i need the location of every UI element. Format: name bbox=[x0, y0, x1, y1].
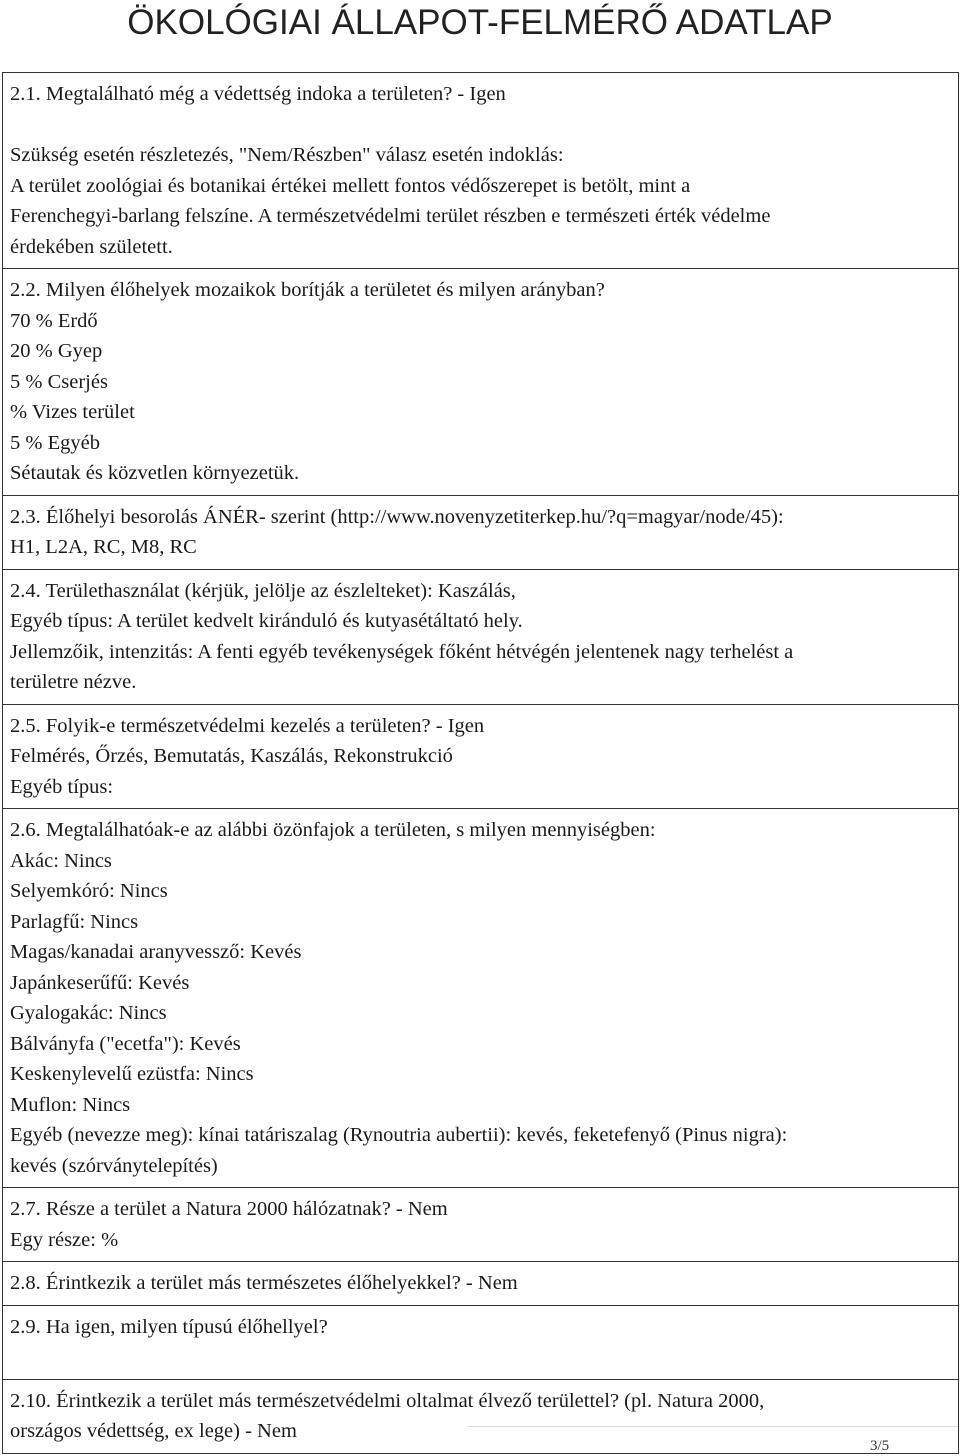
section-2-8 bbox=[3, 1262, 958, 1306]
answer-text: Egyéb típus: bbox=[10, 775, 114, 798]
answer-text: Japánkeserűfű: Kevés bbox=[10, 971, 190, 994]
question-text: 2.6. Megtalálhatóak-e az alábbi özönfajok a területen, s milyen mennyiségben: bbox=[10, 819, 656, 841]
answer-text: H1, L2A, RC, M8, RC bbox=[10, 536, 197, 558]
survey-form bbox=[2, 72, 959, 1454]
section-2-4 bbox=[3, 570, 958, 705]
question-text: 2.5. Folyik-e természetvédelmi kezelés a területen? - Igen bbox=[10, 714, 485, 737]
blank-line bbox=[10, 110, 952, 141]
answer-text: Felmérés, Őrzés, Bemutatás, Kaszálás, Rekonstrukció bbox=[10, 745, 453, 767]
answer-text: 5 % Egyéb bbox=[10, 431, 100, 454]
question-text: 2.3. Élőhelyi besorolás ÁNÉR- szerint (http://www.novenyzetiterkep.hu/?q=magyar/node/45): bbox=[10, 505, 784, 528]
section-2-7 bbox=[3, 1188, 958, 1262]
question-text: 2.7. Része a terület a Natura 2000 hálózatnak? - Nem bbox=[10, 1198, 448, 1220]
question-text: 2.10. Érintkezik a terület más természetvédelmi oltalmat élvező területtel? (pl. Natura 2000, bbox=[10, 1389, 765, 1412]
page-number: 3/5 bbox=[870, 1438, 890, 1454]
answer-text: 70 % Erdő bbox=[10, 309, 98, 332]
answer-text: Egyéb típus: A terület kedvelt kiránduló és kutyasétáltató hely. bbox=[10, 610, 523, 632]
answer-text: Egyéb (nevezze meg): kínai tatáriszalag (Rynoutria aubertii): kevés, feketefenyő (Pinus nigra): bbox=[10, 1124, 788, 1146]
question-text: 2.8. Érintkezik a terület más természetes élőhelyekkel? - Nem bbox=[10, 1272, 518, 1294]
question-text: 2.4. Területhasználat (kérjük, jelölje az észlelteket): Kaszálás, bbox=[10, 579, 516, 602]
answer-text: Bálványfa ("ecetfa"): Kevés bbox=[10, 1032, 241, 1055]
answer-text: kevés (szórványtelepítés) bbox=[10, 1154, 218, 1177]
answer-text: % Vizes terület bbox=[10, 401, 135, 423]
section-2-6 bbox=[3, 809, 958, 1188]
answer-text: Parlagfű: Nincs bbox=[10, 910, 139, 933]
page-title: ÖKOLÓGIAI ÁLLAPOT-FELMÉRŐ ADATLAP bbox=[127, 3, 833, 42]
section-2-1 bbox=[3, 73, 958, 269]
section-2-2 bbox=[3, 269, 958, 496]
answer-text: országos védettség, ex lege) - Nem bbox=[10, 1420, 297, 1442]
answer-text: Magas/kanadai aranyvessző: Kevés bbox=[10, 941, 302, 963]
answer-text: 5 % Cserjés bbox=[10, 370, 108, 393]
answer-text: Jellemzőik, intenzitás: A fenti egyéb tevékenységek főként hétvégén jelentenek nagy terhelést a bbox=[10, 640, 794, 663]
answer-text: érdekében született. bbox=[10, 235, 173, 258]
blank-line bbox=[10, 1342, 952, 1373]
answer-text: Selyemkóró: Nincs bbox=[10, 880, 168, 902]
footer-divider bbox=[468, 1426, 958, 1427]
section-2-3 bbox=[3, 496, 958, 570]
answer-text: 20 % Gyep bbox=[10, 340, 103, 362]
answer-text: Akác: Nincs bbox=[10, 849, 112, 872]
answer-text: Keskenylevelű ezüstfa: Nincs bbox=[10, 1063, 254, 1085]
question-text: 2.1. Megtalálható még a védettség indoka a területen? - Igen bbox=[10, 83, 506, 105]
section-2-10 bbox=[3, 1380, 958, 1453]
answer-text: Muflon: Nincs bbox=[10, 1093, 131, 1116]
section-2-9 bbox=[3, 1306, 958, 1380]
answer-text: Szükség esetén részletezés, "Nem/Részben" válasz esetén indoklás: bbox=[10, 144, 564, 166]
answer-text: A terület zoológiai és botanikai értékei mellett fontos védőszerepet is betölt, mint a bbox=[10, 174, 691, 197]
answer-text: Ferenchegyi-barlang felszíne. A természetvédelmi terület részben e természeti érték védelme bbox=[10, 205, 771, 227]
section-2-5 bbox=[3, 705, 958, 810]
answer-text: területre nézve. bbox=[10, 671, 137, 693]
question-text: 2.9. Ha igen, milyen típusú élőhellyel? bbox=[10, 1315, 328, 1338]
answer-text: Egy része: % bbox=[10, 1228, 119, 1251]
answer-text: Gyalogakác: Nincs bbox=[10, 1002, 167, 1024]
question-text: 2.2. Milyen élőhelyek mozaikok borítják a területet és milyen arányban? bbox=[10, 279, 605, 301]
answer-text: Sétautak és közvetlen környezetük. bbox=[10, 462, 300, 484]
